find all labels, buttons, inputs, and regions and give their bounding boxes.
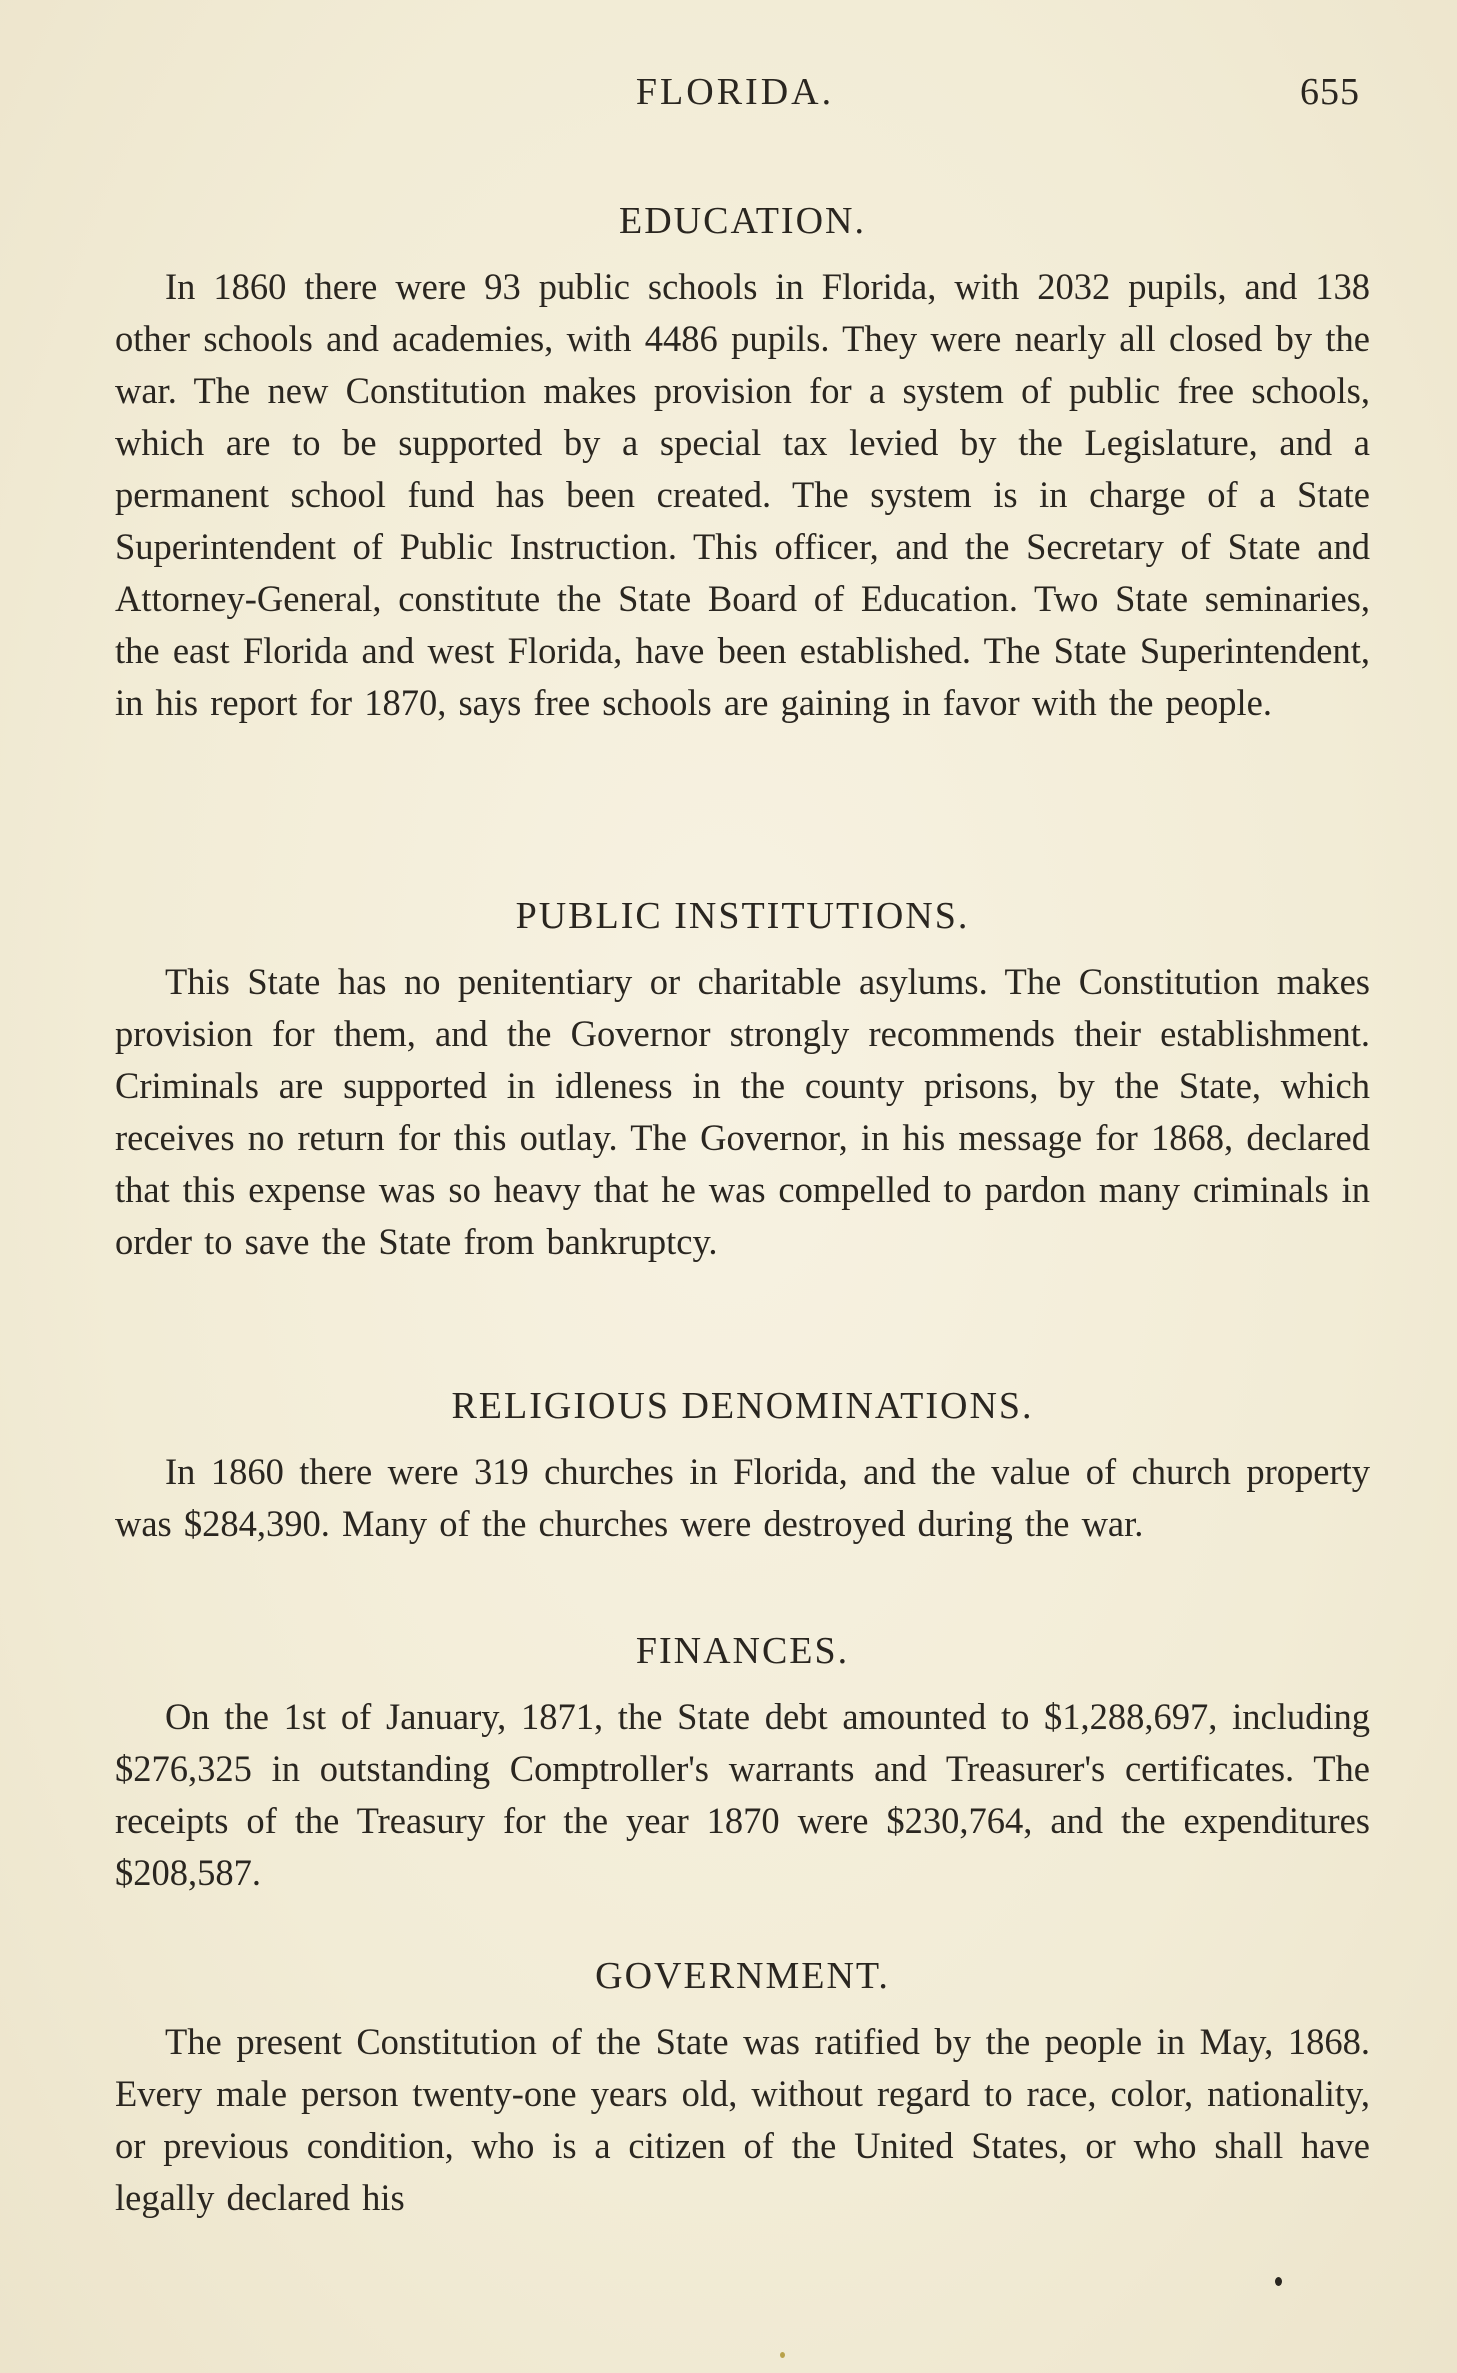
section-paragraph: This State has no penitentiary or charitable asylums. The Constitution makes provision for them, and the Governor strongly recommends their establishment. Criminals are supported in idleness in the county prisons, by the State, which receives no return for this outlay. The Governor, in his message for 1868, declared that this expense was so heavy that he was compelled to pardon many criminals in order to save the State from bankruptcy. (115, 961, 1370, 1262)
ink-speck (780, 2352, 785, 2358)
section-government (115, 1950, 1370, 2224)
section-paragraph: In 1860 there were 319 churches in Florida, and the value of church property was $284,390. Many of the churches were destroyed during the war. (115, 1451, 1370, 1544)
section-public-institutions (115, 890, 1370, 1268)
section-heading: RELIGIOUS DENOMINATIONS. (451, 1385, 1034, 1427)
section-paragraph: The present Constitution of the State was ratified by the people in May, 1868. Every male person twenty-one years old, without regard to race, color, nationality, or previous condition, who is a citizen of the United States, or who shall have legally declared his (115, 2021, 1370, 2218)
section-heading: FINANCES. (635, 1630, 850, 1672)
section-finances (115, 1625, 1370, 1899)
section-heading: EDUCATION. (619, 200, 866, 242)
ink-speck (1275, 2277, 1282, 2286)
running-head (110, 70, 1360, 120)
section-heading: PUBLIC INSTITUTIONS. (515, 895, 970, 937)
section-education (115, 195, 1370, 729)
page-number: 655 (1300, 71, 1360, 113)
section-heading: GOVERNMENT. (595, 1955, 890, 1997)
section-religious-denominations (115, 1380, 1370, 1550)
running-title: FLORIDA. (635, 71, 835, 113)
section-paragraph: In 1860 there were 93 public schools in Florida, with 2032 pupils, and 138 other schools and academies, with 4486 pupils. They were nearly all closed by the war. The new Constitution makes provision for a system of public free schools, which are to be supported by a special tax levied by the Legislature, and a permanent school fund has been created. The system is in charge of a State Superintendent of Public Instruction. This officer, and the Secretary of State and Attorney-General, constitute the State Board of Education. Two State seminaries, the east Florida and west Florida, have been established. The State Superintendent, in his report for 1870, says free schools are gaining in favor with the people. (115, 266, 1370, 723)
section-paragraph: On the 1st of January, 1871, the State debt amounted to $1,288,697, including $276,325 in outstanding Comptroller's warrants and Treasurer's certificates. The receipts of the Treasury for the year 1870 were $230,764, and the expenditures $208,587. (115, 1696, 1370, 1893)
